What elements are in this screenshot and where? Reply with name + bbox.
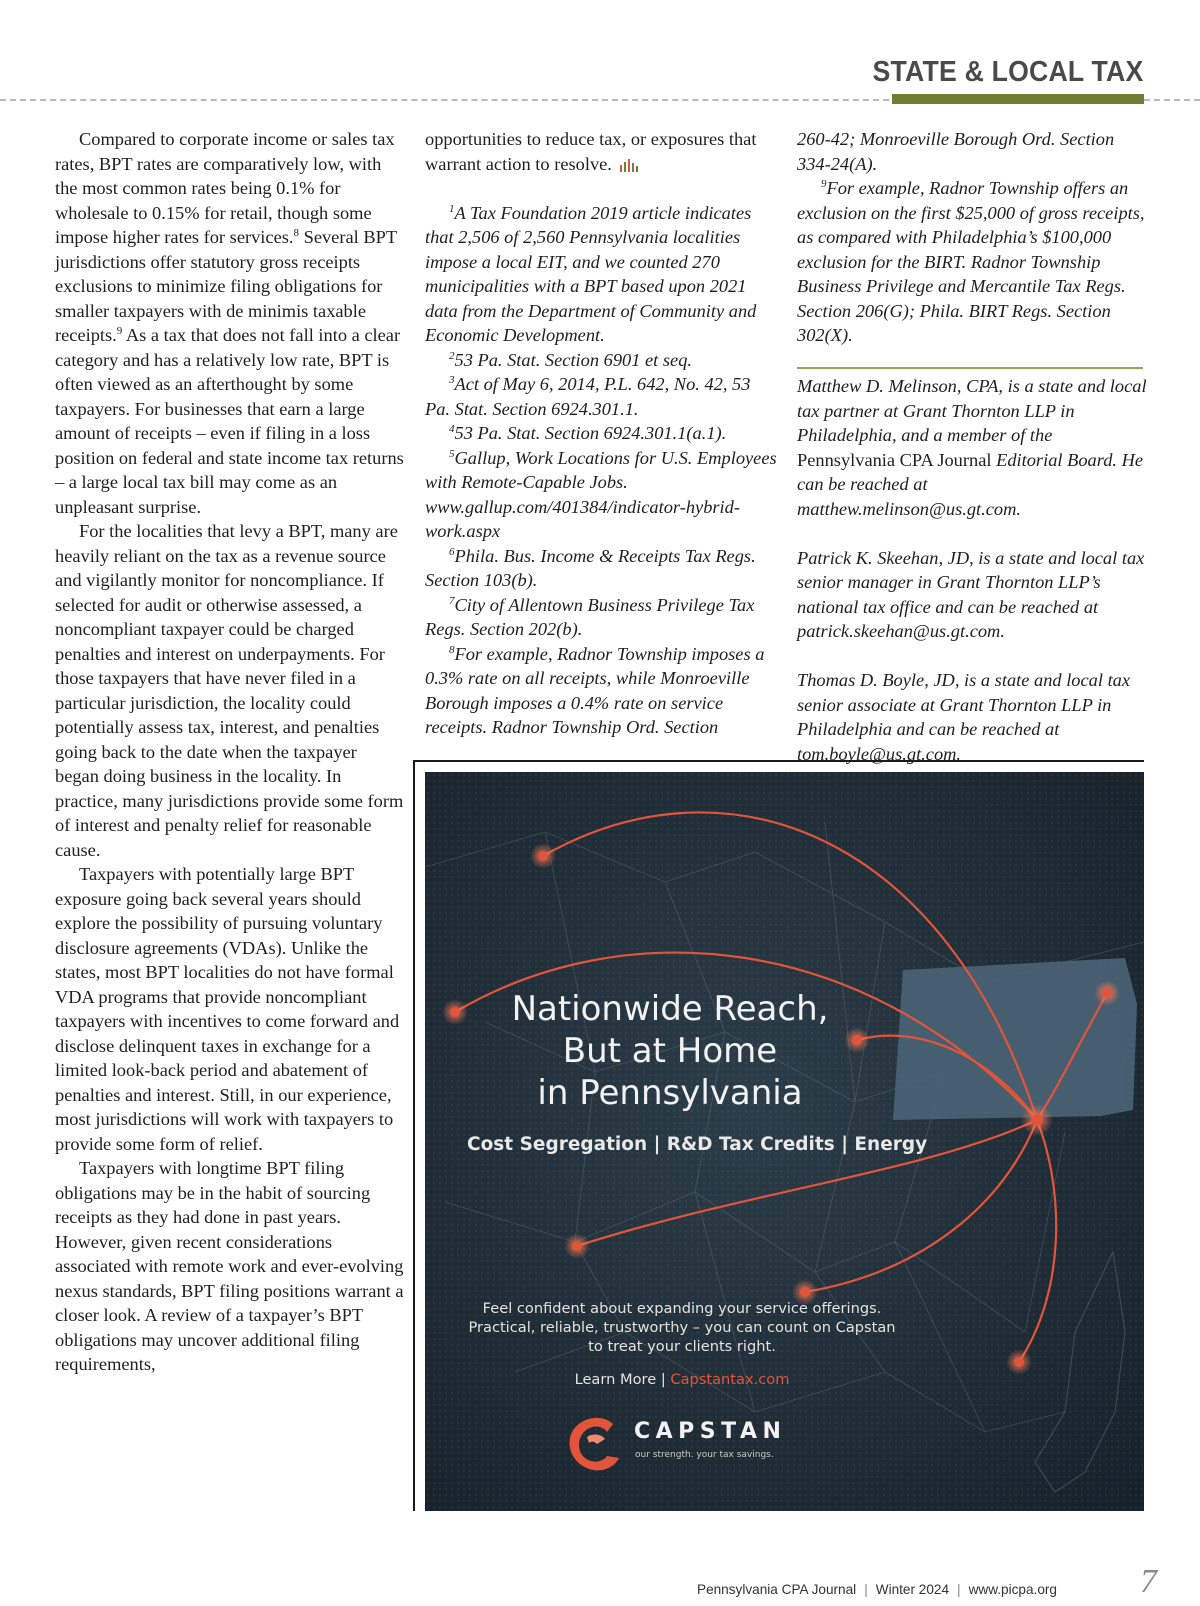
ad-headline: Nationwide Reach, But at Home in Pennsylvania	[511, 989, 829, 1113]
footnote-8: $^8$For example, Radnor Township imposes a 0.3% rate on all receipts, while Monroeville Borough imposes a 0.4% rate on service receipts. Radnor Township Ord. Section	[425, 643, 765, 737]
bio-melinson: Matthew D. Melinson, CPA, is a state and local tax partner at Grant Thornton LLP in Philadelphia, and a member of the Pennsylvania CPA Journal Editorial Board. He can be reached at matthew.melinson@us.gt.com.	[797, 376, 1147, 519]
footer-issue: Winter 2024	[875, 1582, 950, 1597]
continuation-text: opportunities to reduce tax, or exposures that warrant action to resolve.	[425, 129, 757, 174]
end-mark-icon	[618, 157, 640, 173]
footer-site[interactable]: www.picpa.org	[968, 1582, 1057, 1597]
column-1	[55, 127, 405, 1377]
bio-boyle: Thomas D. Boyle, JD, is a state and local tax senior associate at Grant Thornton LLP in Philadelphia and can be reached at tom.boyle@us.gt.com.	[797, 670, 1131, 764]
footnote-8-continuation: 260-42; Monroeville Borough Ord. Section 334-24(A).	[797, 129, 1115, 174]
section-accent-bar	[892, 94, 1144, 104]
footer-journal: Pennsylvania CPA Journal	[697, 1582, 857, 1597]
paragraph-1: Compared to corporate income or sales tax rates, BPT rates are comparatively low, with the most common rates being 0.1% for wholesale to 0.15% for retail, though some impose higher rates for services.$^8$ Several BPT jurisdictions offer statutory gross receipts exclusions to minimize filing obligations for smaller taxpayers with de minimis taxable receipts.$^9$ As a tax that does not fall into a clear category and has a relatively low rate, BPT is often viewed as an afterthought by some taxpayers. For businesses that earn a large amount of receipts – even if filing in a loss position on federal and state income tax returns – a large local tax bill may come as an unpleasant surprise.	[55, 129, 404, 517]
capstan-logo-icon	[563, 1412, 627, 1474]
capstan-tagline: our strength. your tax savings.	[635, 1450, 774, 1460]
footnote-2: $^2$53 Pa. Stat. Section 6901 et seq.	[449, 349, 693, 370]
footnotes	[425, 201, 777, 740]
footnote-1: $^1$A Tax Foundation 2019 article indicates that 2,506 of 2,560 Pennsylvania localities impose a local EIT, and we counted 270 municipalities with a BPT based upon 2021 data from the Department of Community and Economic Development.	[425, 202, 757, 345]
footnote-7: $^7$City of Allentown Business Privilege Tax Regs. Section 202(b).	[425, 594, 755, 639]
section-title: STATE & LOCAL TAX	[872, 56, 1143, 88]
ad-copy: Feel confident about expanding your service offerings. Practical, reliable, trustworthy – you can count on Capstan to treat your clients right.	[468, 1300, 896, 1355]
page-footer: Pennsylvania CPA Journal | Winter 2024 | www.picpa.org	[697, 1582, 1057, 1597]
footnote-6: $^6$Phila. Bus. Income & Receipts Tax Regs. Section 103(b).	[425, 545, 756, 590]
capstan-link[interactable]: Capstantax.com	[670, 1371, 790, 1388]
bio-skeehan: Patrick K. Skeehan, JD, is a state and local tax senior manager in Grant Thornton LLP’s national tax office and can be reached at patrick.skeehan@us.gt.com.	[797, 547, 1145, 641]
author-bios	[797, 374, 1147, 791]
bio-divider	[797, 367, 1143, 369]
footnote-9: $^9$For example, Radnor Township offers an exclusion on the first $25,000 of gross receipts, as compared with Philadelphia’s $100,000 exclusion for the BIRT. Radnor Township Business Privilege and Mercantile Tax Regs. Section 206(G); Phila. BIRT Regs. Section 302(X).	[797, 177, 1145, 345]
column-3	[797, 127, 1145, 348]
paragraph-4: Taxpayers with longtime BPT filing obligations may be in the habit of sourcing receipts as they had done in past years. However, given recent considerations associated with remote work and ever-evolving nexus standards, BPT filing positions warrant a closer look. A review of a taxpayer’s BPT obligations may uncover additional filing requirements,	[55, 1158, 404, 1374]
page-number: 7	[1140, 1563, 1157, 1600]
footnote-5: $^5$Gallup, Work Locations for U.S. Employees with Remote-Capable Jobs. www.gallup.com/401384/indicator-hybrid-work.aspx	[425, 447, 777, 541]
footnote-4: $^4$53 Pa. Stat. Section 6924.301.1(a.1).	[449, 422, 727, 443]
paragraph-3: Taxpayers with potentially large BPT exposure going back several years should explore the possibility of pursuing voluntary disclosure agreements (VDAs). Unlike the states, most BPT localities do not have formal VDA programs that provide noncompliant taxpayers with incentives to come forward and disclose delinquent taxes in exchange for a limited look-back period and abatement of penalties and interest. Still, in our experience, most jurisdictions will work with taxpayers to provide some form of relief.	[55, 864, 400, 1154]
capstan-wordmark: CAPSTAN	[634, 1419, 787, 1444]
column-2	[425, 127, 777, 740]
ad-learn-more: Learn More | Capstantax.com	[574, 1371, 790, 1388]
capstan-advertisement[interactable]	[425, 772, 1144, 1511]
footnote-3: $^3$Act of May 6, 2014, P.L. 642, No. 42, 53 Pa. Stat. Section 6924.301.1.	[425, 373, 751, 419]
paragraph-2: For the localities that levy a BPT, many are heavily reliant on the tax as a revenue source and vigilantly monitor for noncompliance. If selected for audit or otherwise assessed, a noncompliant taxpayer could be charged penalties and interest on underpayments. For those taxpayers that have never filed in a particular jurisdiction, the locality could potentially assess tax, interest, and penalties going back to the date when the taxpayer began doing business in the locality. In practice, many jurisdictions provide some form of interest and penalty relief for reasonable cause.	[55, 521, 404, 860]
ad-services: Cost Segregation | R&D Tax Credits | Energy	[467, 1134, 928, 1155]
